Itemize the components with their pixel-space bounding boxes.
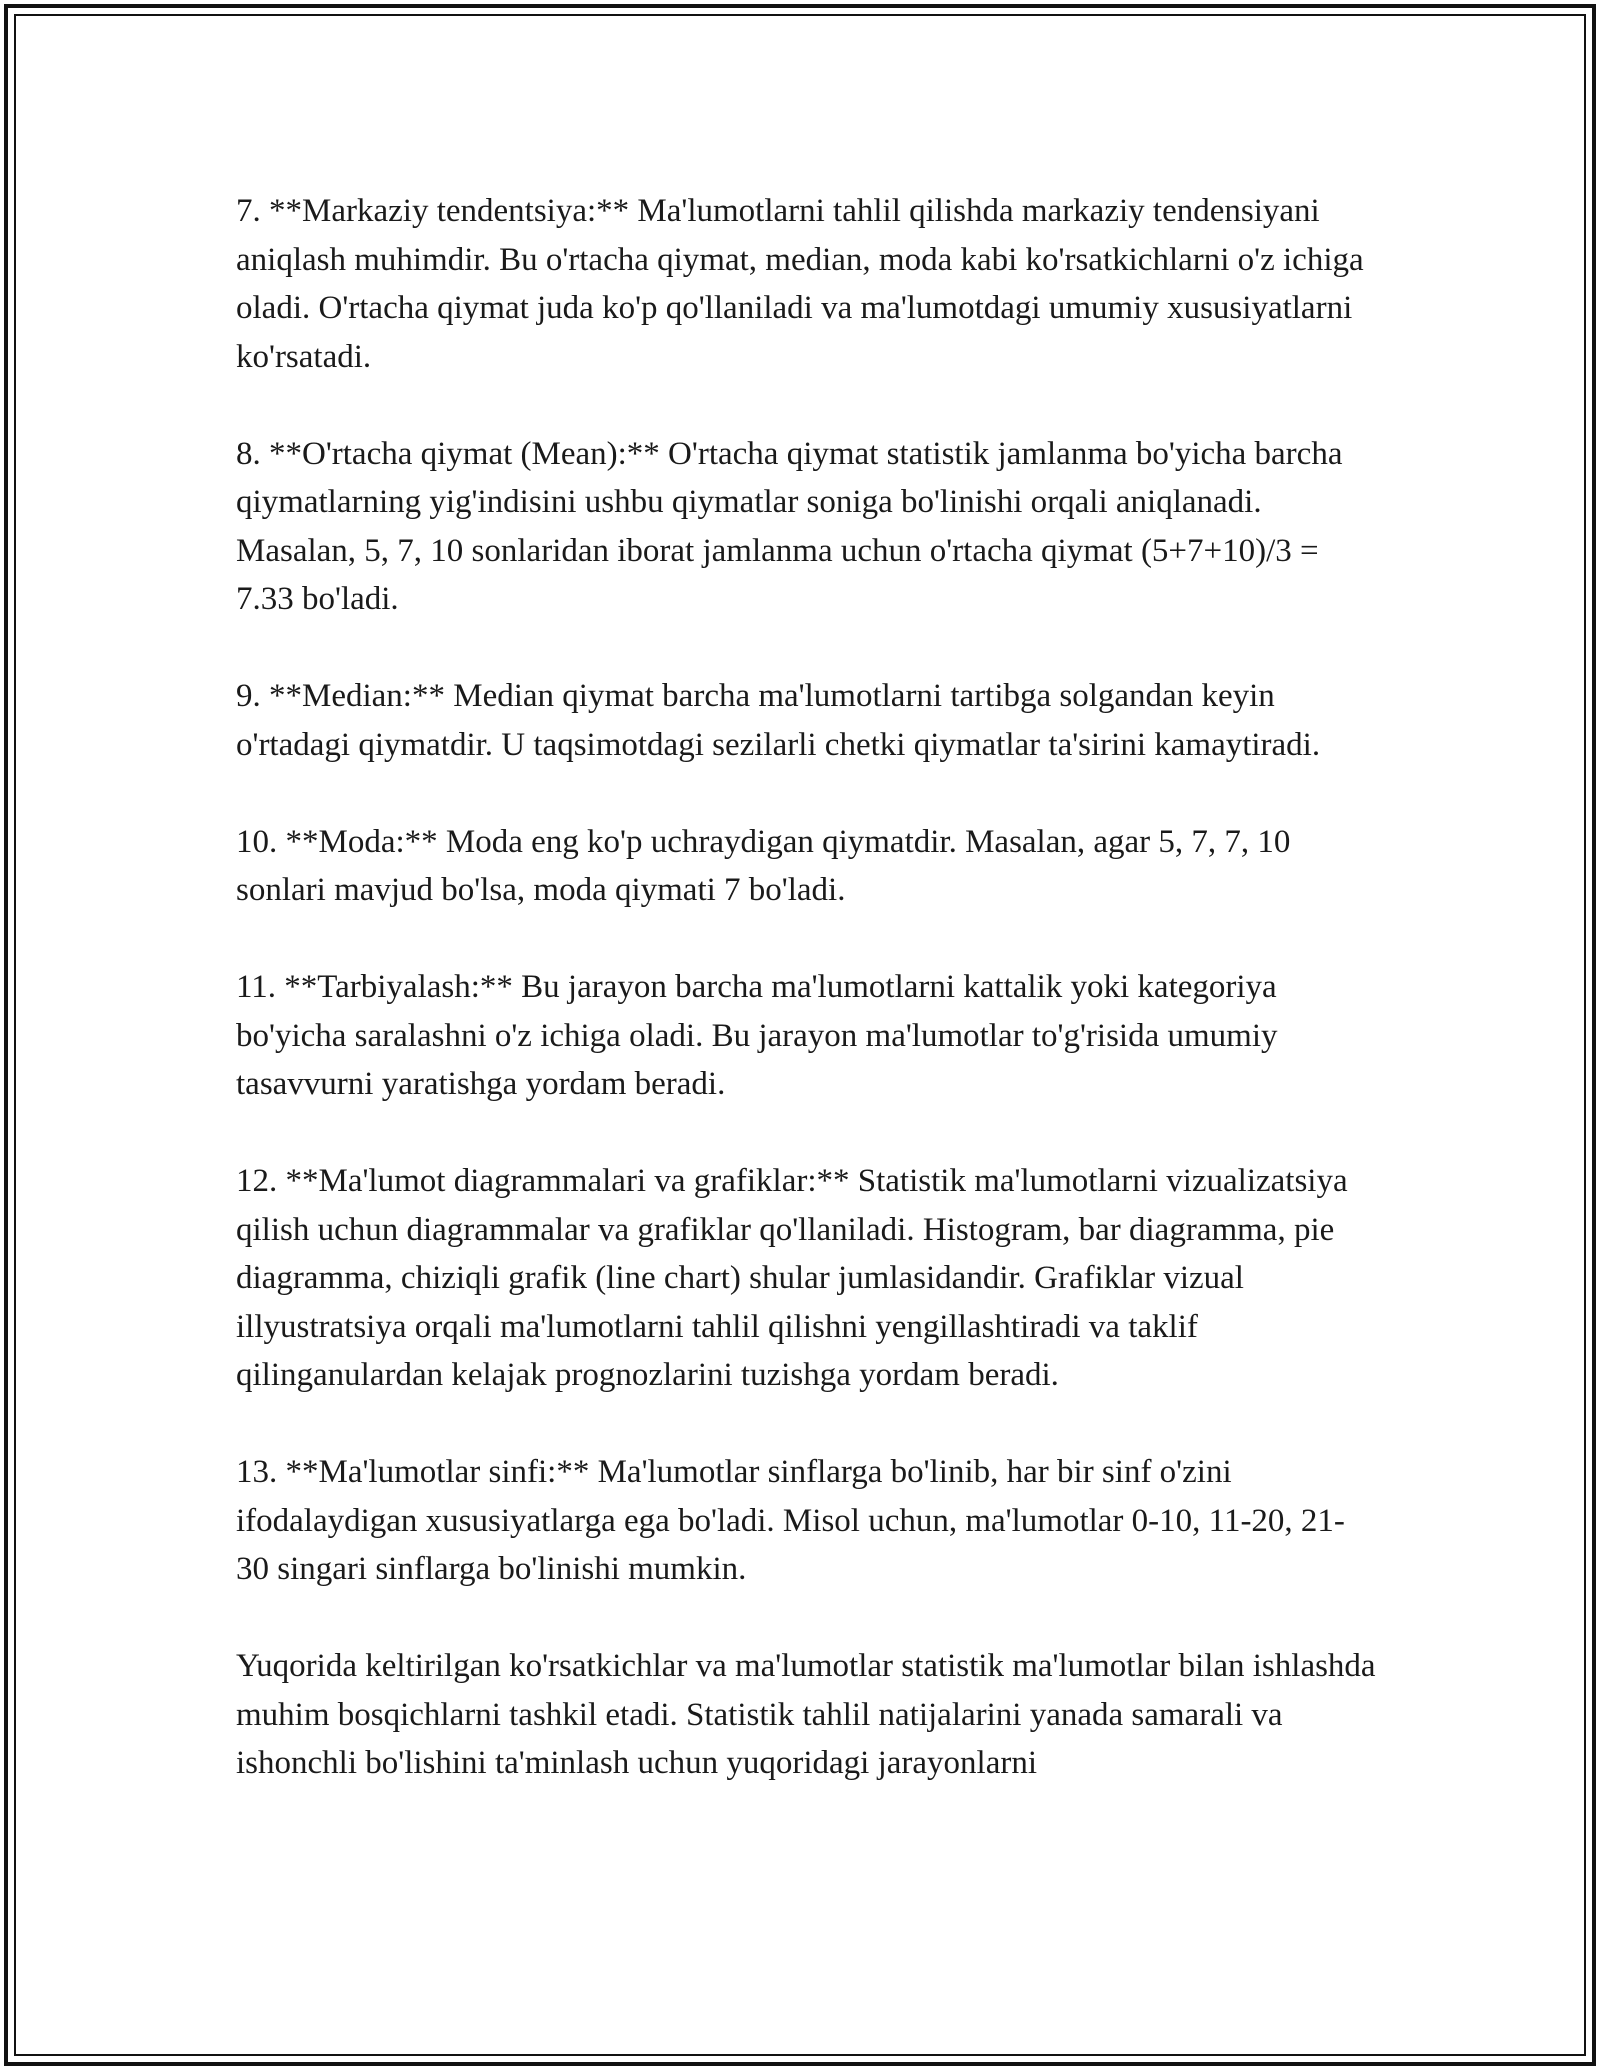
paragraph-diagrammalar: 12. **Ma'lumot diagrammalari va grafiklar:** Statistik ma'lumotlarni vizualizatsiya qilish uchun diagrammalar va grafiklar qo'llaniladi. Histogram, bar diagramma, pie diagramma, chiziqli grafik (line chart) shular jumlasidandir. Grafiklar vizual illyustratsiya orqali ma'lumotlarni tahlil qilishni yengillashtiradi va taklif qilinganulardan kelajak prognozlarini tuzishga yordam beradi. — [236, 1163, 1348, 1393]
paragraph-tarbiyalash: 11. **Tarbiyalash:** Bu jarayon barcha ma'lumotlarni kattalik yoki kategoriya bo'yicha saralashni o'z ichiga oladi. Bu jarayon ma'lumotlar to'g'risida umumiy tasavvurni yaratishga yordam beradi. — [236, 969, 1278, 1102]
paragraph-conclusion: Yuqorida keltirilgan ko'rsatkichlar va ma'lumotlar statistik ma'lumotlar bilan ishlashda muhim bosqichlarni tashkil etadi. Statistik tahlil natijalarini yanada samarali va ishonchli bo'lishini ta'minlash uchun yuqoridagi jarayonlarni — [236, 1648, 1376, 1781]
paragraph-ortacha-qiymat: 8. **O'rtacha qiymat (Mean):** O'rtacha qiymat statistik jamlanma bo'yicha barcha qiymatlarning yig'indisini ushbu qiymatlar soniga bo'linishi orqali aniqlanadi. Masalan, 5, 7, 10 sonlaridan iborat jamlanma uchun o'rtacha qiymat (5+7+10)/3 = 7.33 bo'ladi. — [236, 435, 1343, 617]
document-body — [236, 187, 1376, 1788]
paragraph-median: 9. **Median:** Median qiymat barcha ma'lumotlarni tartibga solgandan keyin o'rtadagi qiymatdir. U taqsimotdagi sezilarli chetki qiymatlar ta'sirini kamaytiradi. — [236, 678, 1321, 763]
paragraph-moda: 10. **Moda:** Moda eng ko'p uchraydigan qiymatdir. Masalan, agar 5, 7, 7, 10 sonlari mavjud bo'lsa, moda qiymati 7 bo'ladi. — [236, 823, 1291, 908]
paragraph-malumotlar-sinfi: 13. **Ma'lumotlar sinfi:** Ma'lumotlar sinflarga bo'linib, har bir sinf o'zini ifodalaydigan xususiyatlarga ega bo'ladi. Misol uchun, ma'lumotlar 0-10, 11-20, 21-30 singari sinflarga bo'linishi mumkin. — [236, 1454, 1345, 1587]
paragraph-markaziy-tendentsiya: 7. **Markaziy tendentsiya:** Ma'lumotlarni tahlil qilishda markaziy tendensiyani aniqlash muhimdir. Bu o'rtacha qiymat, median, moda kabi ko'rsatkichlarni o'z ichiga oladi. O'rtacha qiymat juda ko'p qo'llaniladi va ma'lumotdagi umumiy xususiyatlarni ko'rsatadi. — [236, 193, 1364, 375]
